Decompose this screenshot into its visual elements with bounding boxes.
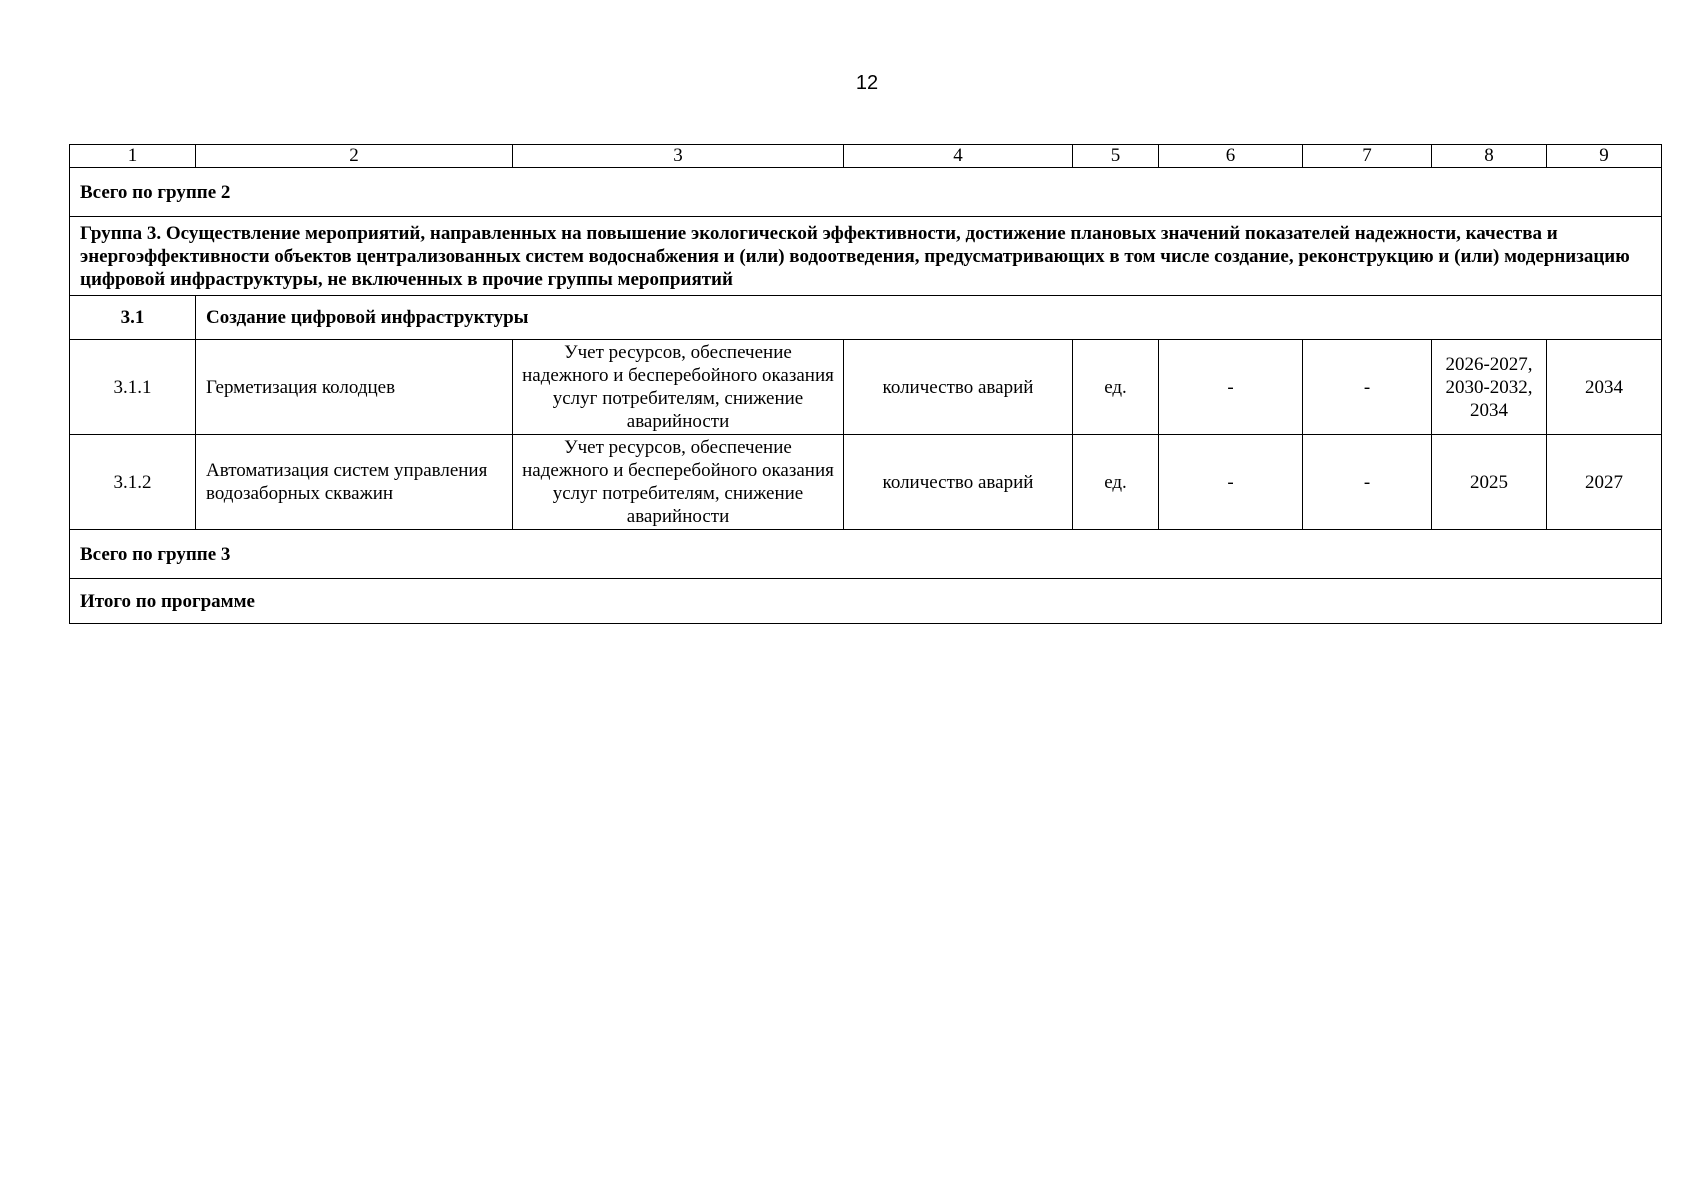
column-number-8: 8 <box>1432 145 1547 168</box>
subgroup-number: 3.1 <box>70 296 196 340</box>
total-group-3-label: Всего по группе 3 <box>70 530 1662 579</box>
row-col7: - <box>1303 340 1432 435</box>
column-number-6: 6 <box>1159 145 1303 168</box>
row-unit: ед. <box>1073 435 1159 530</box>
row-indicator: количество аварий <box>844 435 1073 530</box>
column-number-row <box>70 145 1662 168</box>
row-col8: 2025 <box>1432 435 1547 530</box>
total-program-label: Итого по программе <box>70 579 1662 624</box>
table-row <box>70 435 1662 530</box>
row-indicator: количество аварий <box>844 340 1073 435</box>
row-purpose: Учет ресурсов, обеспечение надежного и бесперебойного оказания услуг потребителям, снижение аварийности <box>513 435 844 530</box>
row-number: 3.1.1 <box>70 340 196 435</box>
row-number: 3.1.2 <box>70 435 196 530</box>
row-col9: 2034 <box>1547 340 1662 435</box>
row-name: Герметизация колодцев <box>196 340 513 435</box>
subgroup-row <box>70 296 1662 340</box>
row-col7: - <box>1303 435 1432 530</box>
total-group-2-row <box>70 168 1662 217</box>
subgroup-title: Создание цифровой инфраструктуры <box>196 296 1662 340</box>
total-program-row <box>70 579 1662 624</box>
column-number-1: 1 <box>70 145 196 168</box>
total-group-2-label: Всего по группе 2 <box>70 168 1662 217</box>
row-col6: - <box>1159 340 1303 435</box>
group-3-header-row <box>70 217 1662 296</box>
row-col6: - <box>1159 435 1303 530</box>
row-col8: 2026-2027, 2030-2032, 2034 <box>1432 340 1547 435</box>
column-number-7: 7 <box>1303 145 1432 168</box>
table-row <box>70 340 1662 435</box>
column-number-5: 5 <box>1073 145 1159 168</box>
program-table <box>69 144 1662 624</box>
row-col9: 2027 <box>1547 435 1662 530</box>
total-group-3-row <box>70 530 1662 579</box>
group-3-title: Группа 3. Осуществление мероприятий, направленных на повышение экологической эффективности, достижение плановых значений показателей надежности, качества и энергоэффективности объектов централизованных систем водоснабжения и (или) водоотведения, предусматривающих в том числе создание, реконструкцию и (или) модернизацию цифровой инфраструктуры, не включенных в прочие группы мероприятий <box>70 217 1662 296</box>
column-number-2: 2 <box>196 145 513 168</box>
column-number-3: 3 <box>513 145 844 168</box>
row-unit: ед. <box>1073 340 1159 435</box>
row-purpose: Учет ресурсов, обеспечение надежного и бесперебойного оказания услуг потребителям, снижение аварийности <box>513 340 844 435</box>
page-number: 12 <box>855 72 879 94</box>
row-name: Автоматизация систем управления водозаборных скважин <box>196 435 513 530</box>
column-number-4: 4 <box>844 145 1073 168</box>
column-number-9: 9 <box>1547 145 1662 168</box>
